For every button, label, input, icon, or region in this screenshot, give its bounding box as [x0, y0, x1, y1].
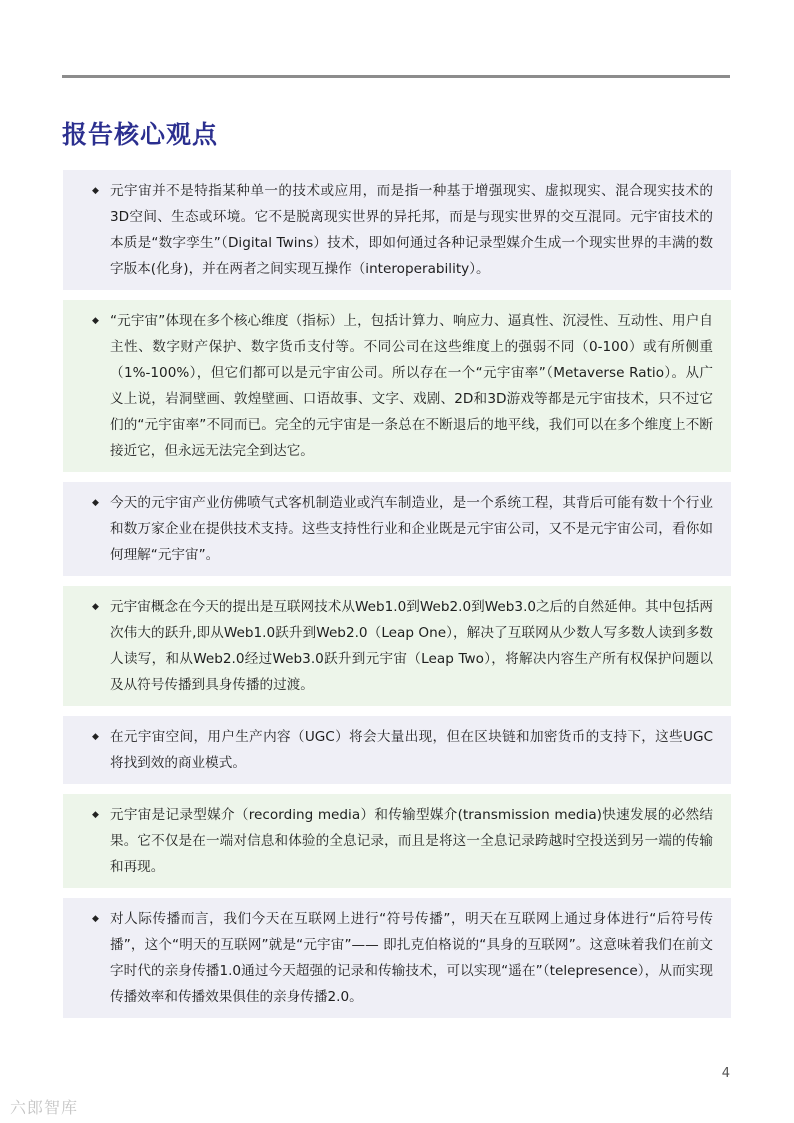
key-point-text: 对人际传播而言，我们今天在互联网上进行“符号传播”，明天在互联网上通过身体进行“后符号传播”，这个“明天的互联网”就是“元宇宙”—— 即扎克伯格说的“具身的互联网”。这意味着我们在前文字时代的亲身传播1.0通过今天超强的记录和传输技术，可以实现“遥在”（telepresence），从而实现传播效率和传播效果俱佳的亲身传播2.0。 [110, 911, 713, 1005]
diamond-bullet-icon: ◆ [92, 186, 99, 196]
key-point-card [63, 170, 731, 290]
diamond-bullet-icon: ◆ [92, 316, 99, 326]
diamond-bullet-icon: ◆ [92, 498, 99, 508]
diamond-bullet-icon: ◆ [92, 732, 99, 742]
diamond-bullet-icon: ◆ [92, 602, 99, 612]
key-point-card [63, 716, 731, 784]
diamond-bullet-icon: ◆ [92, 914, 99, 924]
key-point-text: 元宇宙是记录型媒介（recording media）和传输型媒介(transmission media)快速发展的必然结果。它不仅是在一端对信息和体验的全息记录，而且是将这一全息记录跨越时空投送到另一端的传输和再现。 [110, 807, 713, 875]
page-title: 报告核心观点 [62, 120, 219, 149]
key-point-text: 今天的元宇宙产业仿佛喷气式客机制造业或汽车制造业，是一个系统工程，其背后可能有数十个行业和数万家企业在提供技术支持。这些支持性行业和企业既是元宇宙公司，又不是元宇宙公司，看你如何理解“元宇宙”。 [110, 495, 713, 563]
watermark-logo: 六郎智库 [10, 1098, 79, 1117]
key-point-text: “元宇宙”体现在多个核心维度（指标）上，包括计算力、响应力、逼真性、沉浸性、互动性、用户自主性、数字财产保护、数字货币支付等。不同公司在这些维度上的强弱不同（0-100）或有所侧重（1%-100%），但它们都可以是元宇宙公司。所以存在一个“元宇宙率”（Metaverse Ratio）。从广义上说，岩洞壁画、敦煌壁画、口语故事、文字、戏剧、2D和3D游戏等都是元宇宙技术，只不过它们的“元宇宙率”不同而已。完全的元宇宙是一条总在不断退后的地平线，我们可以在多个维度上不断接近它，但永远无法完全到达它。 [110, 313, 713, 459]
key-point-text: 元宇宙概念在今天的提出是互联网技术从Web1.0到Web2.0到Web3.0之后的自然延伸。其中包括两次伟大的跃升,即从Web1.0跃升到Web2.0（Leap One），解决了互联网从少数人写多数人读到多数人读写，和从Web2.0经过Web3.0跃升到元宇宙（Leap Two），将解决内容生产所有权保护问题以及从符号传播到具身传播的过渡。 [110, 599, 713, 693]
key-point-card [63, 898, 731, 1018]
key-points-list [63, 170, 731, 1028]
diamond-bullet-icon: ◆ [92, 810, 99, 820]
key-point-text: 元宇宙并不是特指某种单一的技术或应用，而是指一种基于增强现实、虚拟现实、混合现实技术的3D空间、生态或环境。它不是脱离现实世界的异托邦，而是与现实世界的交互混同。元宇宙技术的本质是“数字孪生”（Digital Twins）技术，即如何通过各种记录型媒介生成一个现实世界的丰满的数字版本(化身)，并在两者之间实现互操作（interoperability）。 [110, 183, 713, 277]
key-point-card [63, 482, 731, 576]
key-point-card [63, 586, 731, 706]
page-number: 4 [721, 1066, 730, 1081]
key-point-text: 在元宇宙空间，用户生产内容（UGC）将会大量出现，但在区块链和加密货币的支持下，这些UGC将找到效的商业模式。 [110, 729, 713, 771]
key-point-card [63, 300, 731, 472]
key-point-card [63, 794, 731, 888]
top-divider [62, 75, 730, 78]
